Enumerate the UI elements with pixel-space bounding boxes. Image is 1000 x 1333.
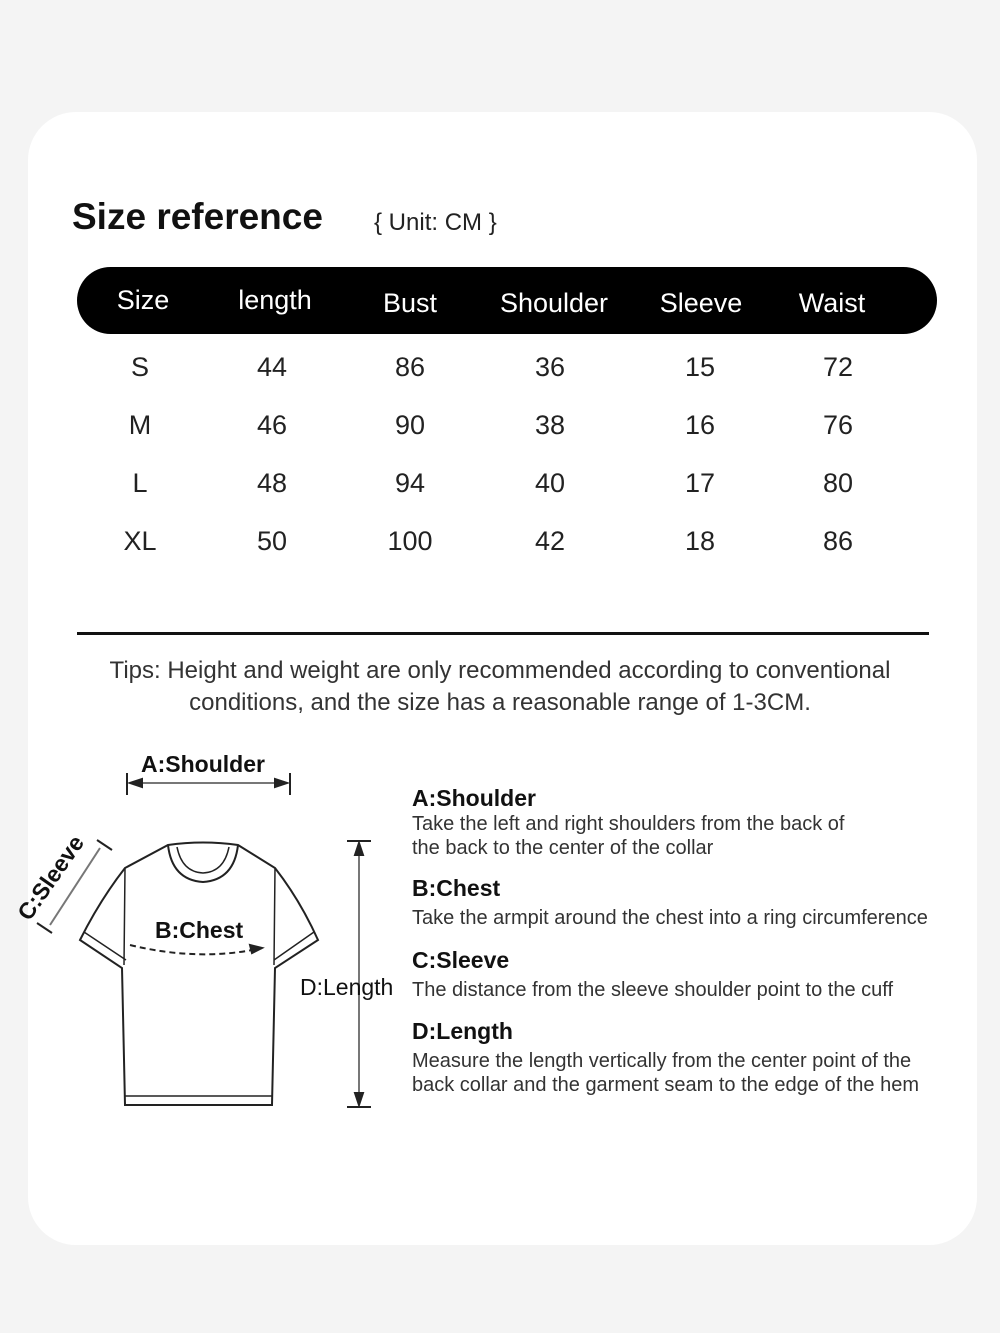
- cell-shoulder: 38: [534, 410, 566, 440]
- tips-line: Tips: Height and weight are only recommended according to conventional: [109, 657, 891, 684]
- cell-size: S: [130, 352, 149, 382]
- cell-length: 46: [256, 410, 288, 440]
- cell-sleeve: 17: [684, 468, 716, 498]
- cell-length: 44: [256, 352, 288, 382]
- cell-bust: 90: [394, 410, 426, 440]
- unit-label: { Unit: CM }: [374, 209, 497, 236]
- cell-bust: 86: [394, 352, 426, 382]
- cell-size: L: [132, 468, 148, 498]
- cell-waist: 86: [822, 526, 854, 556]
- cell-size: M: [128, 410, 152, 440]
- tips-text: [60, 655, 940, 719]
- cell-bust: 100: [387, 526, 433, 556]
- desc-heading: A:Shoulder: [412, 785, 536, 811]
- desc-shoulder: [412, 785, 844, 860]
- cell-size: XL: [123, 526, 157, 556]
- cell-waist: 76: [822, 410, 854, 440]
- header-length: length: [238, 285, 312, 315]
- desc-heading: C:Sleeve: [412, 947, 510, 973]
- header-waist: Waist: [798, 288, 866, 318]
- cell-sleeve: 18: [684, 526, 716, 556]
- desc-text: Take the left and right shoulders from the back of: [412, 813, 845, 835]
- desc-text: back collar and the garment seam to the edge of the hem: [412, 1074, 919, 1096]
- cell-sleeve: 15: [684, 352, 716, 382]
- desc-chest: [412, 875, 928, 930]
- cell-bust: 94: [394, 468, 426, 498]
- header-shoulder: Shoulder: [499, 288, 609, 318]
- chest-arrow: [130, 945, 262, 954]
- cell-length: 50: [256, 526, 288, 556]
- tshirt-outline: [80, 843, 318, 1106]
- header-sleeve: Sleeve: [659, 288, 743, 318]
- desc-length: [412, 1018, 919, 1097]
- label-length: D:Length: [300, 974, 394, 1000]
- desc-text: Take the armpit around the chest into a ring circumference: [412, 907, 928, 929]
- divider: [77, 632, 929, 635]
- desc-heading: D:Length: [412, 1018, 513, 1044]
- label-sleeve: C:Sleeve: [12, 830, 90, 925]
- table-header: [77, 267, 937, 334]
- cell-shoulder: 40: [534, 468, 566, 498]
- tips-line: conditions, and the size has a reasonable range of 1-3CM.: [189, 689, 811, 716]
- label-chest: B:Chest: [155, 917, 244, 943]
- desc-sleeve: [412, 947, 893, 1002]
- cell-shoulder: 36: [534, 352, 566, 382]
- cell-length: 48: [256, 468, 288, 498]
- cell-sleeve: 16: [684, 410, 716, 440]
- cell-shoulder: 42: [534, 526, 566, 556]
- cell-waist: 72: [822, 352, 854, 382]
- desc-text: the back to the center of the collar: [412, 837, 714, 859]
- desc-text: The distance from the sleeve shoulder point to the cuff: [412, 979, 894, 1001]
- page-title: Size reference: [72, 196, 323, 237]
- desc-heading: B:Chest: [412, 875, 501, 901]
- label-shoulder: A:Shoulder: [141, 751, 265, 777]
- header-bust: Bust: [382, 288, 438, 318]
- desc-text: Measure the length vertically from the center point of the: [412, 1050, 912, 1072]
- header-size: Size: [116, 285, 170, 315]
- cell-waist: 80: [822, 468, 854, 498]
